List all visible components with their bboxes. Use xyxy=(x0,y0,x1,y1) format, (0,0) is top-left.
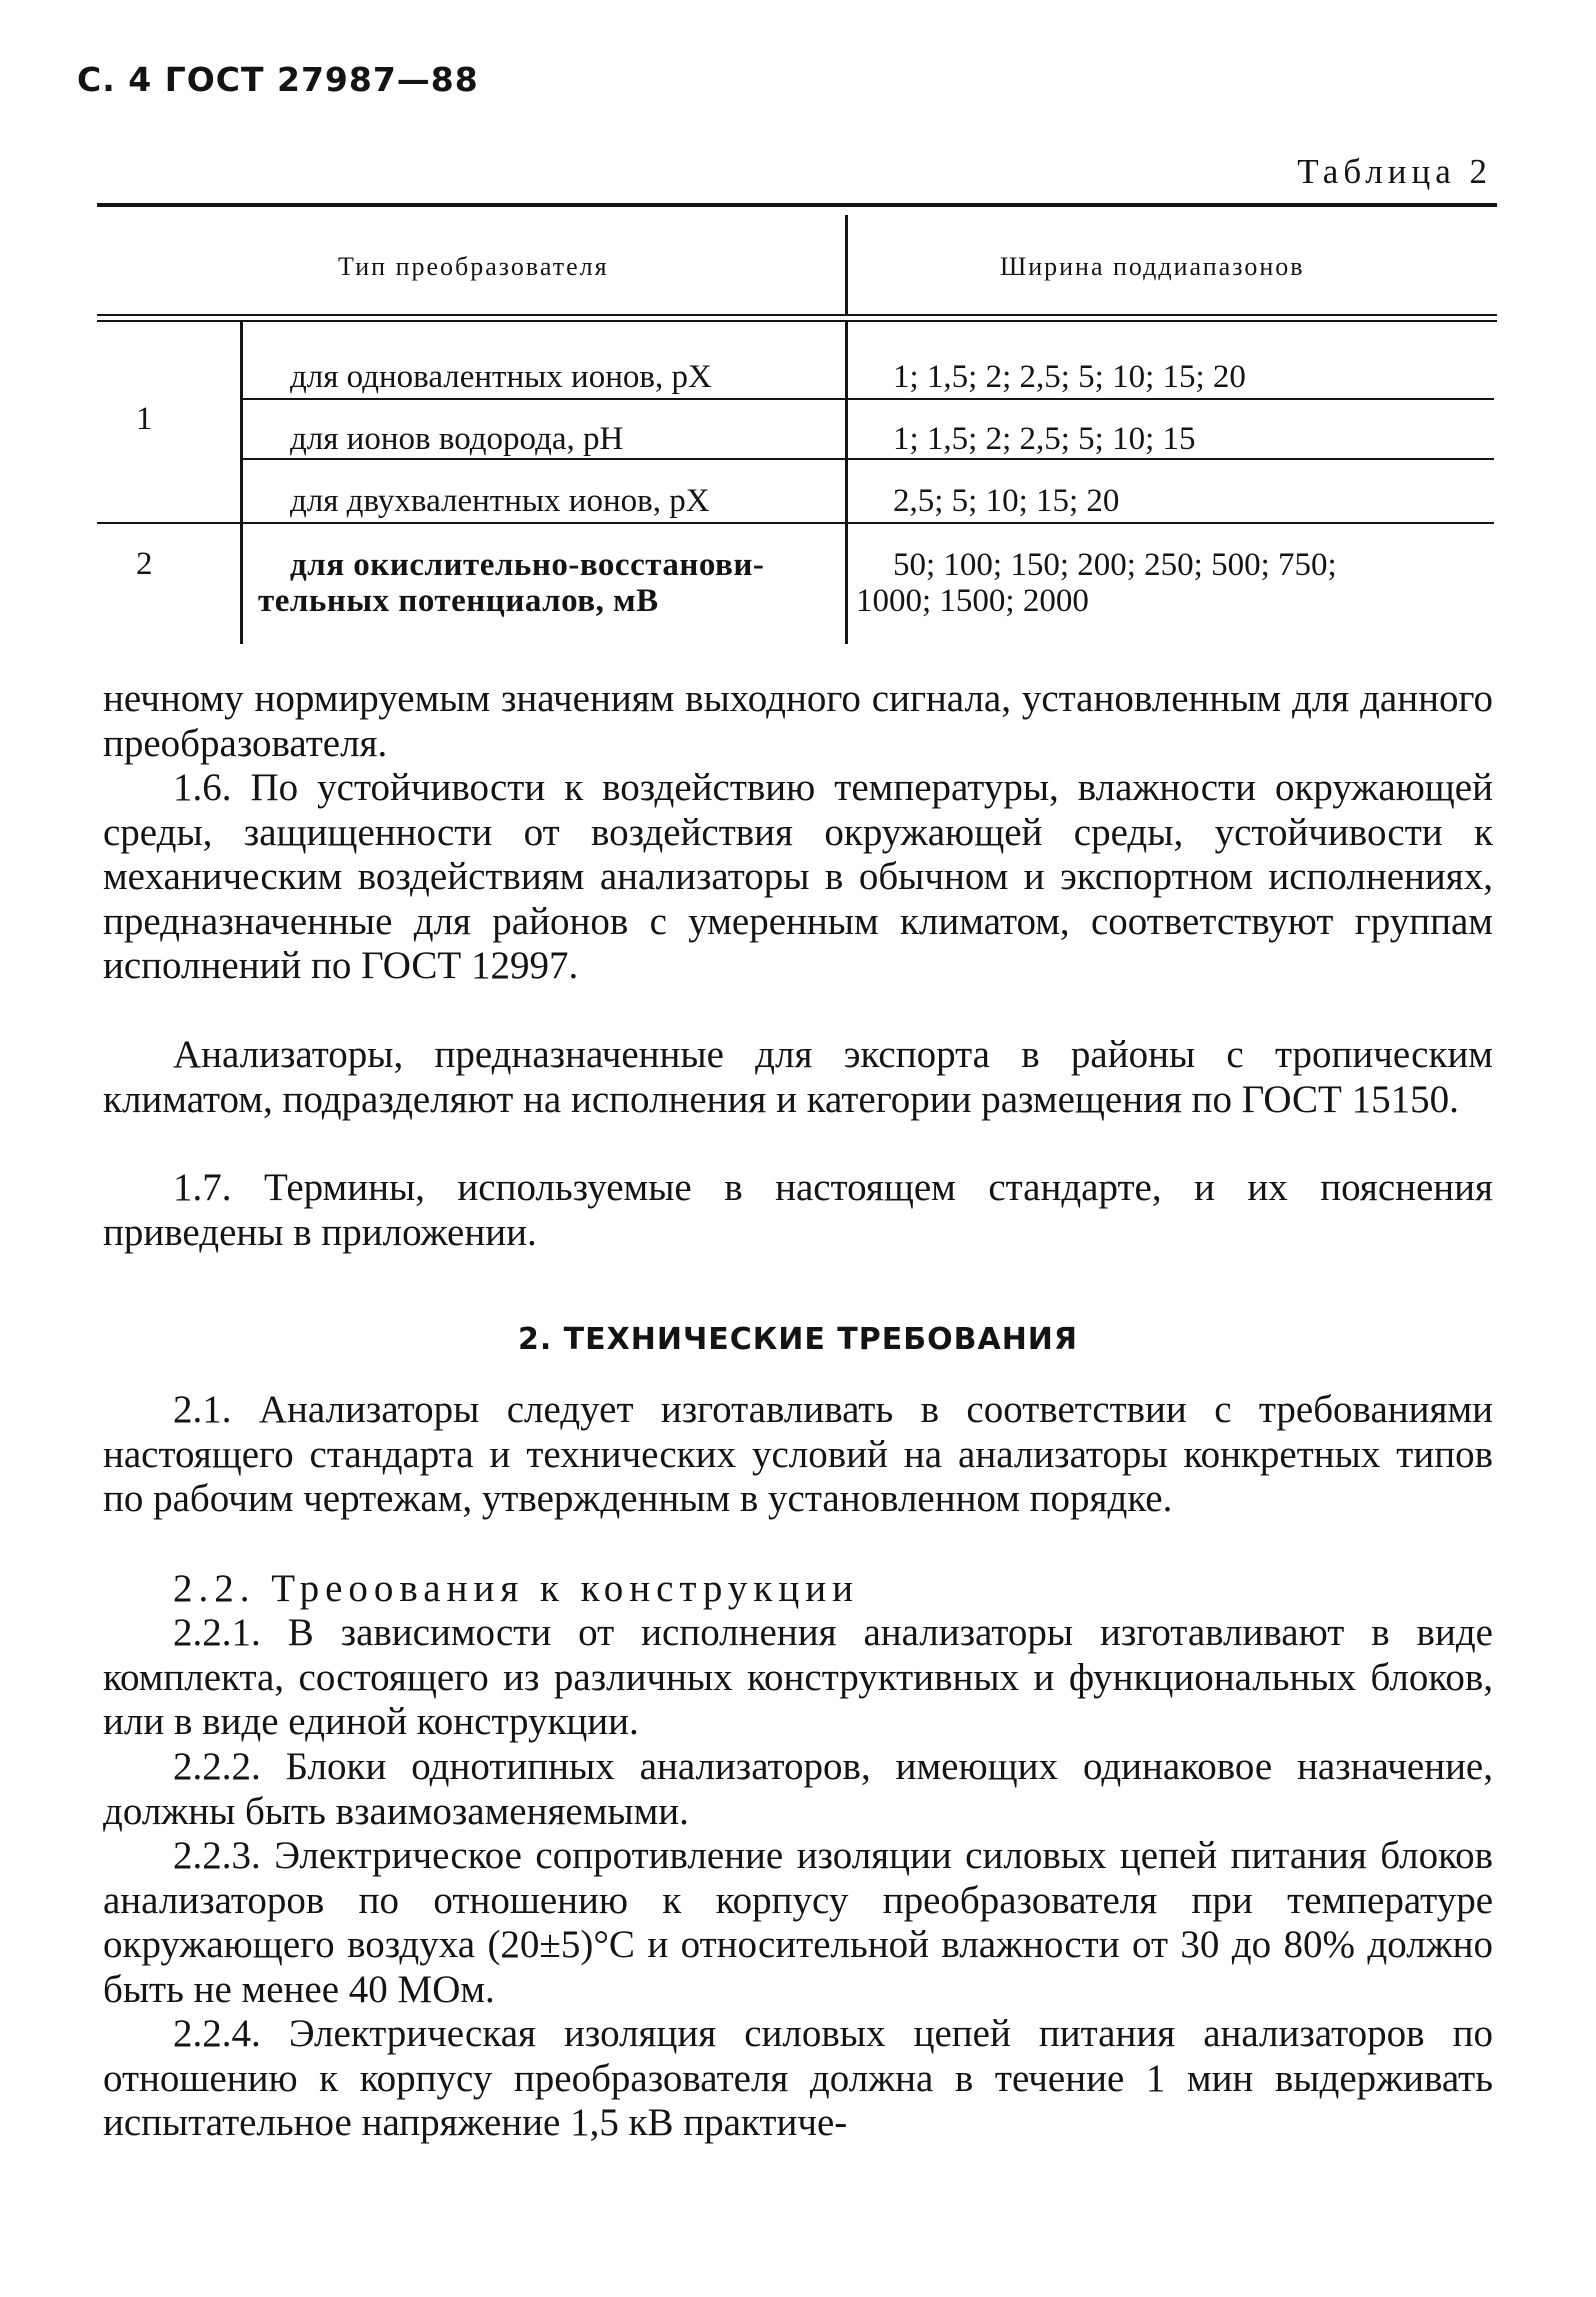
row-type: для двухвалентных ионов, рХ xyxy=(290,483,710,519)
paragraph: 2.1. Анализаторы следует изготавливать в соответствии с требованиями настоящего стандарта и технических условий на анализаторы конкретных типов по рабочим чертежам, утвержденным в установленном порядке. xyxy=(103,1388,1493,1520)
table-top-rule xyxy=(97,203,1497,207)
table-row-rule xyxy=(242,458,1494,460)
paragraph: 2.2.4. Электрическая изоляция силовых цепей питания анализаторов по отношению к корпусу преобразователя должна в течение 1 мин выдерживать испытательное напряжение 1,5 кВ практиче- xyxy=(103,2012,1493,2144)
column-header-width: Ширина поддиапазонов xyxy=(1000,252,1305,281)
table-row-rule xyxy=(242,398,1494,400)
group-number: 2 xyxy=(136,546,153,582)
table-col-divider xyxy=(845,322,848,644)
table-header-rule xyxy=(97,314,1497,316)
table-caption: Таблица 2 xyxy=(1297,152,1492,191)
row-width: 1; 1,5; 2; 2,5; 5; 10; 15; 20 xyxy=(893,359,1246,395)
paragraph: 2.2.1. В зависимости от исполнения анализаторы изготавливают в виде комплекта, состоящего из различных конструктивных и функциональных блоков, или в виде единой конструкции. xyxy=(103,1611,1493,1743)
row-type: для ионов водорода, рН xyxy=(290,421,624,457)
subsection-title: 2.2. Треоования к конструкции xyxy=(173,1567,859,1610)
row-width-line: 1000; 1500; 2000 xyxy=(856,583,1089,619)
row-width: 1; 1,5; 2; 2,5; 5; 10; 15 xyxy=(893,421,1196,457)
paragraph: 1.7. Термины, используемые в настоящем стандарте, и их пояснения приведены в приложении. xyxy=(103,1166,1493,1254)
table-header-rule xyxy=(97,320,1497,322)
row-type: для одновалентных ионов, рХ xyxy=(290,359,712,395)
paragraph: 1.6. По устойчивости к воздействию температуры, влажности окружающей среды, защищенности от воздействия окружающей среды, устойчивости к механическим воздействиям анализаторы в обычном и экспортном исполнениях, предназначенные для районов с умеренным климатом, соответствуют группам исполнений по ГОСТ 12997. xyxy=(103,766,1493,987)
table-group-rule xyxy=(97,522,1494,524)
column-header-type: Тип преобразователя xyxy=(338,252,609,281)
row-type-line: для окислительно-восстанови- xyxy=(290,547,765,583)
row-type-line: тельных потенциалов, мВ xyxy=(258,583,659,619)
paragraph: нечному нормируемым значениям выходного сигнала, установленным для данного преобразователя. xyxy=(103,677,1493,765)
paragraph: Анализаторы, предназначенные для экспорта в районы с тропическим климатом, подразделяют на исполнения и категории размещения по ГОСТ 15150. xyxy=(103,1033,1493,1121)
paragraph: 2.2.2. Блоки однотипных анализаторов, имеющих одинаковое назначение, должны быть взаимозаменяемыми. xyxy=(103,1745,1493,1833)
row-width: 2,5; 5; 10; 15; 20 xyxy=(893,483,1120,519)
page-header: С. 4 ГОСТ 27987—88 xyxy=(77,60,479,99)
section-title: 2. ТЕХНИЧЕСКИЕ ТРЕБОВАНИЯ xyxy=(517,1322,1079,1357)
row-width-line: 50; 100; 150; 200; 250; 500; 750; xyxy=(893,547,1337,583)
table-num-divider xyxy=(240,322,243,644)
paragraph: 2.2.3. Электрическое сопротивление изоляции силовых цепей питания блоков анализаторов по отношению к корпусу преобразователя при температуре окружающего воздуха (20±5)°С и относительной влажности от 30 до 80% должно быть не менее 40 МОм. xyxy=(103,1834,1493,2011)
group-number: 1 xyxy=(136,401,153,437)
table-col-divider xyxy=(845,215,848,315)
